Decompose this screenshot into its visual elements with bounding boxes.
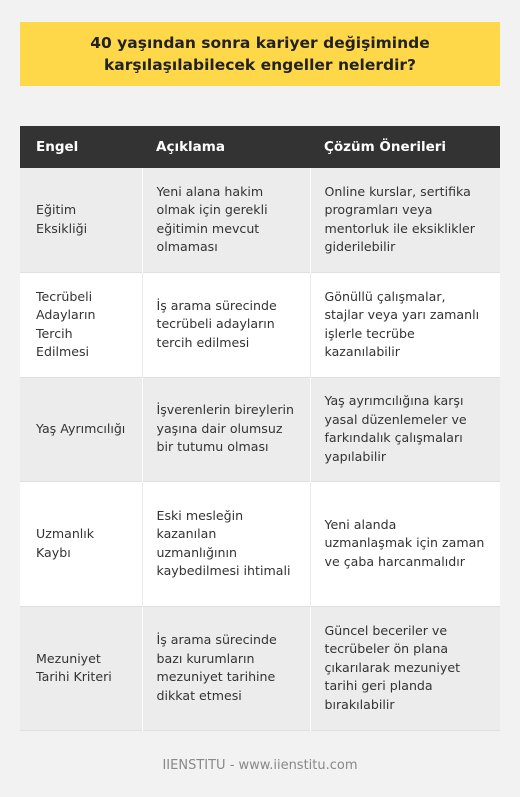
cell-cozum: Güncel beceriler ve tecrübeler ön plana çıkarılarak mezuniyet tarihi geri planda bırakılabilir bbox=[310, 606, 500, 730]
obstacles-table bbox=[20, 126, 500, 731]
table-row bbox=[20, 377, 500, 481]
cell-cozum: Gönüllü çalışmalar, stajlar veya yarı zamanlı işlerle tecrübe kazanılabilir bbox=[310, 272, 500, 377]
cell-engel: Tecrübeli Adayların Tercih Edilmesi bbox=[20, 272, 142, 377]
table-row bbox=[20, 168, 500, 272]
cell-engel: Eğitim Eksikliği bbox=[20, 168, 142, 272]
cell-engel: Uzmanlık Kaybı bbox=[20, 481, 142, 606]
cell-engel: Yaş Ayrımcılığı bbox=[20, 377, 142, 481]
column-header-engel: Engel bbox=[20, 126, 142, 168]
page-title: 40 yaşından sonra kariyer değişiminde karşılaşılabilecek engeller nelerdir? bbox=[90, 34, 430, 74]
cell-cozum: Online kurslar, sertifika programları veya mentorluk ile eksiklikler giderilebilir bbox=[310, 168, 500, 272]
table-row bbox=[20, 606, 500, 730]
cell-cozum: Yaş ayrımcılığına karşı yasal düzenlemeler ve farkındalık çalışmaları yapılabilir bbox=[310, 377, 500, 481]
title-banner bbox=[20, 22, 500, 86]
cell-aciklama: İş arama sürecinde tecrübeli adayların tercih edilmesi bbox=[142, 272, 310, 377]
cell-aciklama: İşverenlerin bireylerin yaşına dair olumsuz bir tutumu olması bbox=[142, 377, 310, 481]
table-row bbox=[20, 272, 500, 377]
footer-credit: IIENSTITU - www.iienstitu.com bbox=[162, 758, 358, 773]
cell-cozum: Yeni alanda uzmanlaşmak için zaman ve çaba harcanmalıdır bbox=[310, 481, 500, 606]
column-header-cozum: Çözüm Önerileri bbox=[310, 126, 500, 168]
cell-aciklama: İş arama sürecinde bazı kurumların mezuniyet tarihine dikkat etmesi bbox=[142, 606, 310, 730]
cell-engel: Mezuniyet Tarihi Kriteri bbox=[20, 606, 142, 730]
column-header-aciklama: Açıklama bbox=[142, 126, 310, 168]
table-header-row bbox=[20, 126, 500, 168]
cell-aciklama: Eski mesleğin kazanılan uzmanlığının kaybedilmesi ihtimali bbox=[142, 481, 310, 606]
cell-aciklama: Yeni alana hakim olmak için gerekli eğitimin mevcut olmaması bbox=[142, 168, 310, 272]
table-row bbox=[20, 481, 500, 606]
